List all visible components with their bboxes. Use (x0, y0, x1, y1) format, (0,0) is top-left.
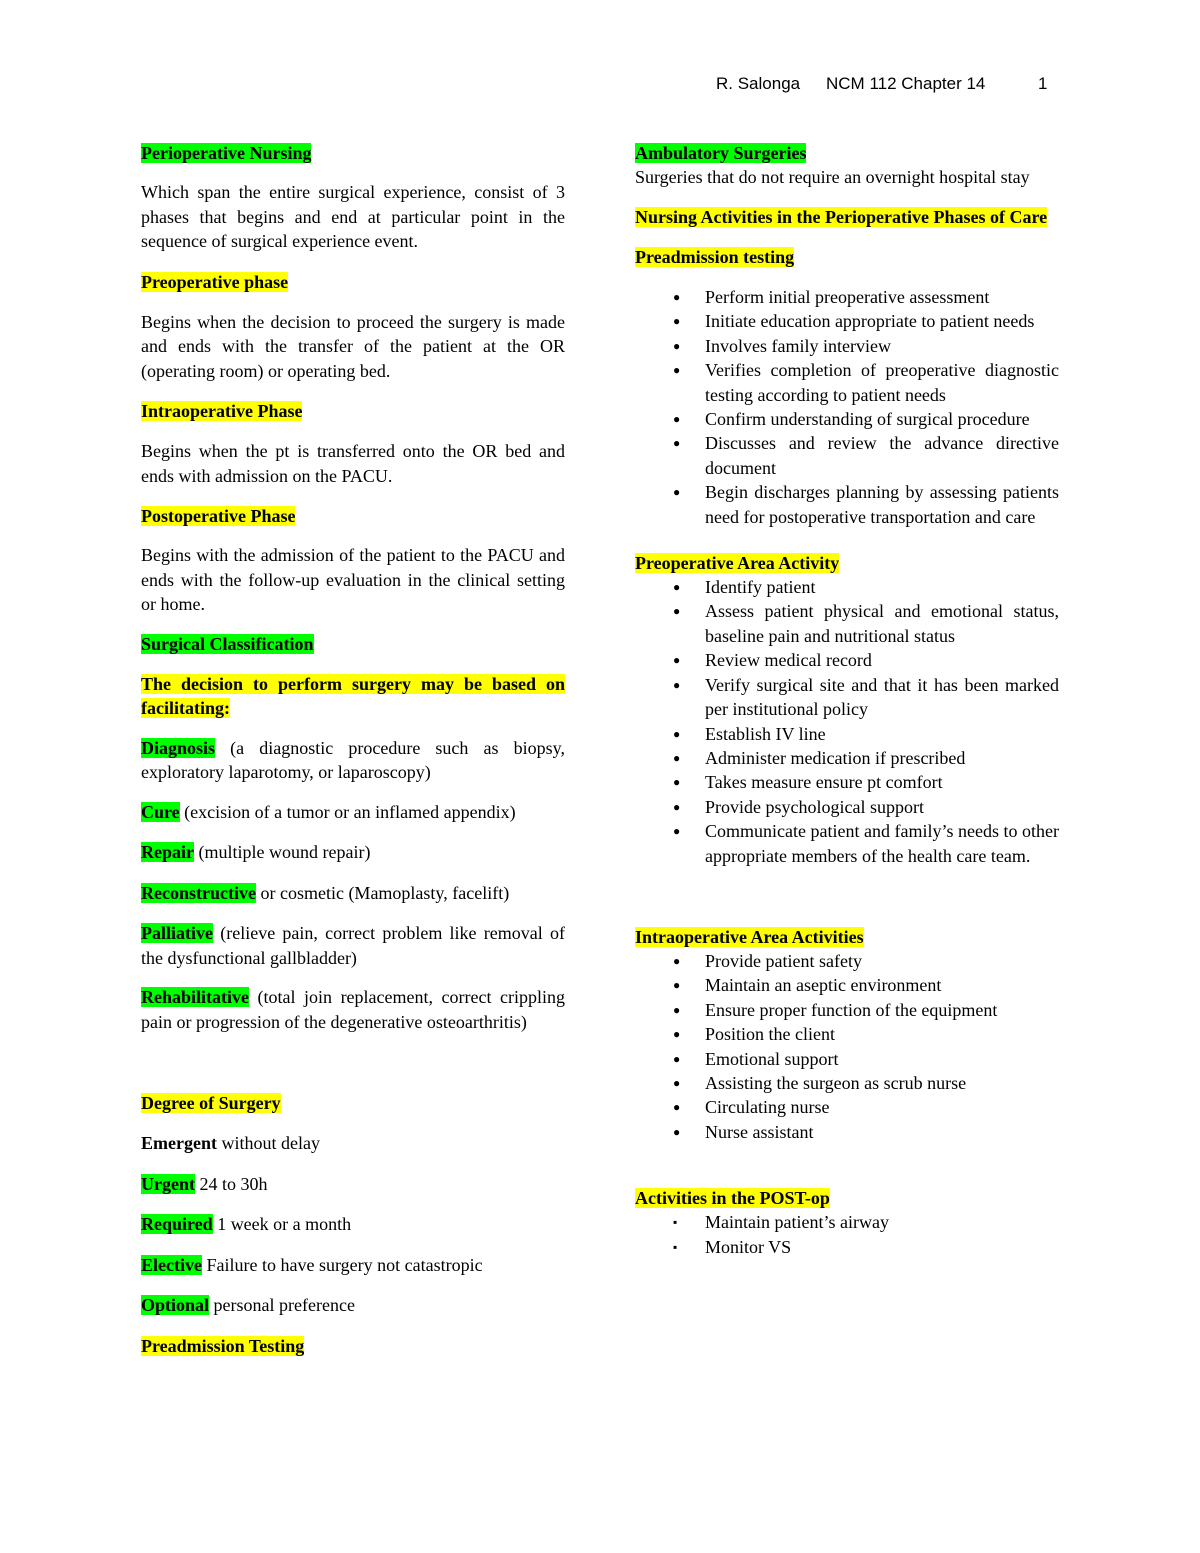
list-item: ● Assess patient physical and emotional status, baseline pain and nutritional status (635, 599, 1059, 648)
classification-reconstructive: Reconstructive or cosmetic (Mamoplasty, facelift) (141, 882, 510, 903)
intraop-heading: Intraoperative Phase (141, 401, 303, 421)
list-item: ● Verifies completion of preoperative diagnostic testing according to patient needs (635, 358, 1059, 407)
list-item: ● Emotional support (635, 1047, 1059, 1071)
ambulatory-text: Surgeries that do not require an overnight hospital stay (635, 167, 1030, 187)
list-item: ● Verify surgical site and that it has been marked per institutional policy (635, 673, 1059, 722)
list-item: ● Provide psychological support (635, 795, 1059, 819)
preop-text: Begins when the decision to proceed the surgery is made and ends with the transfer of the patient at the OR (operating room) or operating bed. (141, 311, 565, 381)
list-item: ● Takes measure ensure pt comfort (635, 770, 1059, 794)
intraop-text: Begins when the pt is transferred onto the OR bed and ends with admission on the PACU. (141, 441, 565, 486)
preadmission-list (635, 285, 1059, 529)
classification-rehabilitative: Rehabilitative (total join replacement, correct crippling pain or progression of the degenerative osteoarthritis) (141, 987, 565, 1032)
page-header (716, 74, 1047, 94)
postop-text: Begins with the admission of the patient to the PACU and ends with the follow-up evaluation in the clinical setting or home. (141, 545, 565, 614)
preop-area-heading: Preoperative Area Activity (635, 553, 840, 574)
list-item: ● Begin discharges planning by assessing patients need for postoperative transportation and care (635, 480, 1059, 529)
classification-diagnosis: Diagnosis (a diagnostic procedure such as biopsy, exploratory laparotomy, or laparoscopy) (141, 737, 565, 782)
list-item: ● Involves family interview (635, 334, 1059, 358)
decision-heading: The decision to perform surgery may be based on facilitating: (141, 673, 565, 718)
preop-area-list (635, 575, 1059, 868)
list-item: ▪ Maintain patient’s airway (635, 1210, 1059, 1234)
list-item: ● Establish IV line (635, 722, 1059, 746)
list-item: ● Maintain an aseptic environment (635, 973, 1059, 997)
degree-emergent: Emergent without delay (141, 1133, 320, 1153)
activities-heading: Nursing Activities in the Perioperative Phases of Care (635, 206, 1048, 227)
ambulatory-heading: Ambulatory Surgeries (635, 143, 807, 163)
preop-heading: Preoperative phase (141, 271, 289, 292)
list-item: ● Initiate education appropriate to patient needs (635, 309, 1059, 333)
preadmission-heading: Preadmission testing (635, 247, 795, 267)
list-item: ● Review medical record (635, 648, 1059, 672)
list-item: ● Assisting the surgeon as scrub nurse (635, 1071, 1059, 1095)
degree-urgent: Urgent 24 to 30h (141, 1173, 268, 1194)
postop-area-heading: Activities in the POST-op (635, 1188, 830, 1209)
degree-optional: Optional personal preference (141, 1295, 355, 1315)
list-item: ● Ensure proper function of the equipment (635, 998, 1059, 1022)
list-item: ● Confirm understanding of surgical procedure (635, 407, 1059, 431)
classification-palliative: Palliative (relieve pain, correct problem like removal of the dysfunctional gallbladder) (141, 923, 565, 968)
list-item: ● Position the client (635, 1022, 1059, 1046)
preadmission-testing-heading: Preadmission Testing (141, 1335, 305, 1356)
list-item: ▪ Monitor VS (635, 1235, 1059, 1259)
right-column (635, 141, 1059, 1259)
left-column (141, 141, 565, 1358)
list-item: ● Provide patient safety (635, 949, 1059, 973)
postop-heading: Postoperative Phase (141, 506, 296, 526)
list-item: ● Perform initial preoperative assessment (635, 285, 1059, 309)
postop-area-list (635, 1210, 1059, 1259)
list-item: ● Identify patient (635, 575, 1059, 599)
list-item: ● Administer medication if prescribed (635, 746, 1059, 770)
perioperative-text: Which span the entire surgical experience, consist of 3 phases that begins and end at particular point in the sequence of surgical experience event. (141, 182, 565, 251)
list-item: ● Discusses and review the advance directive document (635, 431, 1059, 480)
header-author: R. Salonga (716, 74, 801, 93)
degree-heading: Degree of Surgery (141, 1093, 281, 1113)
list-item: ● Circulating nurse (635, 1095, 1059, 1119)
list-item: ● Nurse assistant (635, 1120, 1059, 1144)
list-item: ● Communicate patient and family’s needs to other appropriate members of the health care team. (635, 819, 1059, 868)
degree-required: Required 1 week or a month (141, 1214, 352, 1234)
header-course: NCM 112 Chapter 14 (826, 74, 986, 93)
classification-cure: Cure (excision of a tumor or an inflamed appendix) (141, 801, 516, 822)
classification-repair: Repair (multiple wound repair) (141, 842, 371, 862)
header-page-number: 1 (1038, 74, 1048, 93)
classification-heading: Surgical Classification (141, 633, 314, 654)
perioperative-heading: Perioperative Nursing (141, 143, 312, 163)
degree-elective: Elective Failure to have surgery not catastropic (141, 1254, 483, 1275)
intraop-area-heading: Intraoperative Area Activities (635, 926, 864, 947)
intraop-area-list (635, 949, 1059, 1144)
